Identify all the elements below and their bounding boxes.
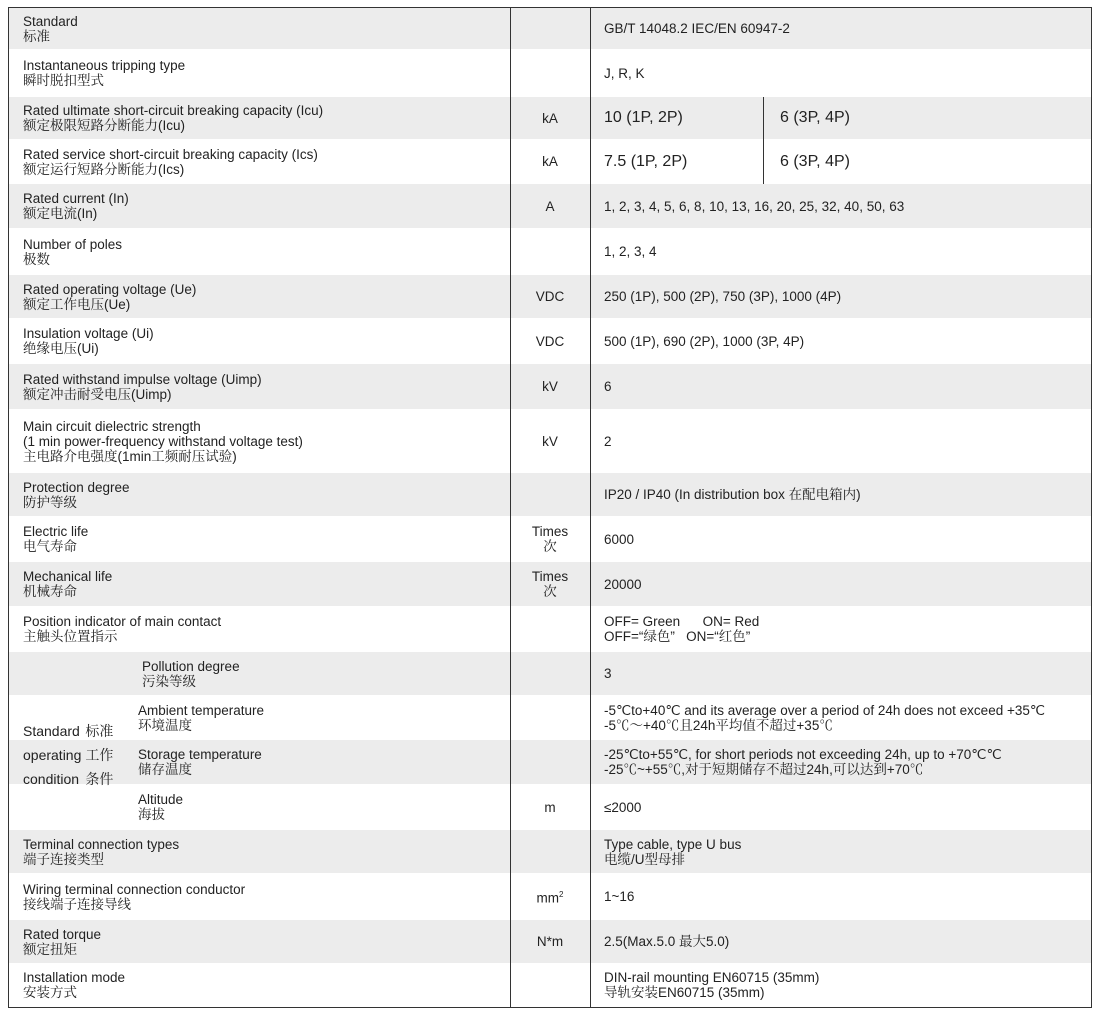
value-1p2p: 7.5 (1P, 2P) <box>604 152 688 170</box>
param-en: Standard <box>23 13 78 29</box>
value: 6 <box>604 379 612 394</box>
value: 6000 <box>604 531 635 547</box>
unit: N*m <box>536 934 564 949</box>
param-zh: 额定扭矩 <box>23 941 77 957</box>
param-en: Rated torque <box>23 926 102 942</box>
param-en: Position indicator of main contact <box>23 614 222 629</box>
row-mechanical-life <box>9 562 1091 606</box>
column-divider-value <box>590 8 591 1007</box>
value: ≤2000 <box>604 799 642 815</box>
std-en-2: operating <box>23 747 82 763</box>
param-en-2: (1 min power-frequency withstand voltage test) <box>23 433 303 449</box>
std-zh-3: 条件 <box>85 771 114 787</box>
param-en: Rated service short-circuit breaking capacity (Ics) <box>23 146 318 162</box>
value: 20000 <box>604 576 642 592</box>
param-en: Rated current (In) <box>23 191 129 206</box>
param-zh: 额定电流(In) <box>23 206 98 221</box>
unit: Times <box>531 524 569 539</box>
param-zh: 海拔 <box>138 807 165 822</box>
param-zh: 标准 <box>23 28 50 44</box>
row-ics <box>9 139 1091 184</box>
param-zh: 主电路介电强度(1min工频耐压试验) <box>23 448 237 464</box>
value-zh: -25℃~+55℃,对于短期储存不超过24h,可以达到+70℃ <box>604 762 924 777</box>
param-en: Pollution degree <box>142 658 240 674</box>
param-en: Installation mode <box>23 970 126 985</box>
unit: Times <box>531 569 569 584</box>
unit: kA <box>542 154 558 169</box>
value: GB/T 14048.2 IEC/EN 60947-2 <box>604 21 790 36</box>
param-zh: 额定极限短路分断能力(Icu) <box>23 118 185 133</box>
row-pollution <box>9 652 1091 695</box>
param-zh: 电气寿命 <box>23 539 77 554</box>
param-zh: 额定工作电压(Ue) <box>23 296 131 312</box>
unit-zh: 次 <box>543 584 557 599</box>
value-split-line <box>763 97 764 184</box>
param-en: Wiring terminal connection conductor <box>23 881 246 897</box>
param-en: Main circuit dielectric strength <box>23 418 201 434</box>
param-zh: 储存温度 <box>138 762 192 777</box>
std-zh-1: 标准 <box>85 723 114 739</box>
param-zh: 绝缘电压(Ui) <box>23 341 99 356</box>
param-en: Storage temperature <box>138 747 262 762</box>
param-zh: 瞬时脱扣型式 <box>23 73 104 88</box>
unit: VDC <box>535 333 565 349</box>
spec-table <box>8 7 1092 1008</box>
param-en: Number of poles <box>23 236 123 252</box>
row-ui <box>9 318 1091 364</box>
param-zh: 接线端子连接导线 <box>23 896 131 912</box>
row-ambient-temp <box>9 695 1091 740</box>
unit-superscript: 2 <box>559 890 564 900</box>
unit <box>537 887 564 906</box>
unit-zh: 次 <box>543 539 557 554</box>
param-en: Altitude <box>138 792 184 807</box>
param-zh: 环境温度 <box>138 717 192 733</box>
value: 2.5(Max.5.0 最大5.0) <box>604 934 730 949</box>
param-en: Electric life <box>23 524 89 539</box>
value: 250 (1P), 500 (2P), 750 (3P), 1000 (4P) <box>604 289 842 304</box>
value-zh: 导轨安装EN60715 (35mm) <box>604 985 765 1000</box>
param-en: Rated operating voltage (Ue) <box>23 281 197 297</box>
param-en: Mechanical life <box>23 569 113 584</box>
row-storage-temp <box>9 740 1091 784</box>
param-zh: 机械寿命 <box>23 584 77 599</box>
param-en: Rated ultimate short-circuit breaking capacity (Icu) <box>23 103 324 118</box>
value-zh: OFF=“绿色” ON=“红色” <box>604 629 751 644</box>
param-zh: 防护等级 <box>23 494 77 510</box>
row-poles <box>9 228 1091 275</box>
param-zh: 额定运行短路分断能力(Ics) <box>23 161 185 177</box>
value-3p4p: 6 (3P, 4P) <box>780 109 850 126</box>
param-zh: 污染等级 <box>142 673 196 689</box>
param-en: Insulation voltage (Ui) <box>23 326 154 341</box>
row-installation <box>9 963 1091 1007</box>
row-icu <box>9 97 1091 139</box>
standard-operating-condition-label <box>23 724 113 787</box>
value: 3 <box>604 666 612 681</box>
value: 500 (1P), 690 (2P), 1000 (3P, 4P) <box>604 333 805 349</box>
row-uimp <box>9 364 1091 409</box>
unit: A <box>545 198 555 214</box>
value: 1~16 <box>604 889 635 904</box>
value: -5℃to+40℃ and its average over a period of 24h does not exceed +35℃ <box>604 702 1046 718</box>
row-rated-current <box>9 184 1091 228</box>
value: 1, 2, 3, 4, 5, 6, 8, 10, 13, 16, 20, 25, 32, 40, 50, 63 <box>604 198 905 214</box>
param-en: Instantaneous tripping type <box>23 58 186 73</box>
value: OFF= Green ON= Red <box>604 614 760 629</box>
row-ue <box>9 275 1091 318</box>
param-en: Terminal connection types <box>23 836 180 852</box>
param-zh: 端子连接类型 <box>23 851 104 867</box>
unit: kV <box>542 433 558 449</box>
row-standard <box>9 8 1091 49</box>
value-1p2p: 10 (1P, 2P) <box>604 109 683 126</box>
row-protection <box>9 473 1091 516</box>
unit: VDC <box>535 289 565 304</box>
column-divider-unit <box>510 8 511 1007</box>
value-3p4p: 6 (3P, 4P) <box>780 152 850 170</box>
value-zh: -5℃～+40℃且24h平均值不超过+35℃ <box>604 717 833 733</box>
std-en-3: condition <box>23 771 80 787</box>
unit: m <box>544 799 556 815</box>
param-zh: 极数 <box>23 251 50 267</box>
unit-base: mm <box>536 890 560 906</box>
param-en: Ambient temperature <box>138 702 265 718</box>
value: DIN-rail mounting EN60715 (35mm) <box>604 970 820 985</box>
row-terminal-connection <box>9 830 1091 873</box>
value: IP20 / IP40 (In distribution box 在配电箱内) <box>604 487 861 502</box>
value: 2 <box>604 433 612 449</box>
value: Type cable, type U bus <box>604 836 742 852</box>
value: 1, 2, 3, 4 <box>604 244 657 259</box>
std-zh-2: 工作 <box>85 747 114 763</box>
value: -25℃to+55℃, for short periods not exceeding 24h, up to +70℃℃ <box>604 747 1002 762</box>
row-electric-life <box>9 516 1091 562</box>
unit: kV <box>542 379 558 394</box>
row-position-indicator <box>9 606 1091 652</box>
param-en: Rated withstand impulse voltage (Uimp) <box>23 371 262 387</box>
param-zh: 安装方式 <box>23 985 77 1000</box>
row-tripping-type <box>9 49 1091 97</box>
row-torque <box>9 920 1091 963</box>
std-en-1: Standard <box>23 723 80 739</box>
param-zh: 额定冲击耐受电压(Uimp) <box>23 386 172 402</box>
row-altitude <box>9 784 1091 830</box>
param-en: Protection degree <box>23 479 130 495</box>
value-zh: 电缆/U型母排 <box>604 851 685 867</box>
value: J, R, K <box>604 65 645 81</box>
row-wiring-conductor <box>9 873 1091 920</box>
unit: kA <box>542 110 558 126</box>
row-dielectric <box>9 409 1091 473</box>
param-zh: 主触头位置指示 <box>23 629 118 644</box>
